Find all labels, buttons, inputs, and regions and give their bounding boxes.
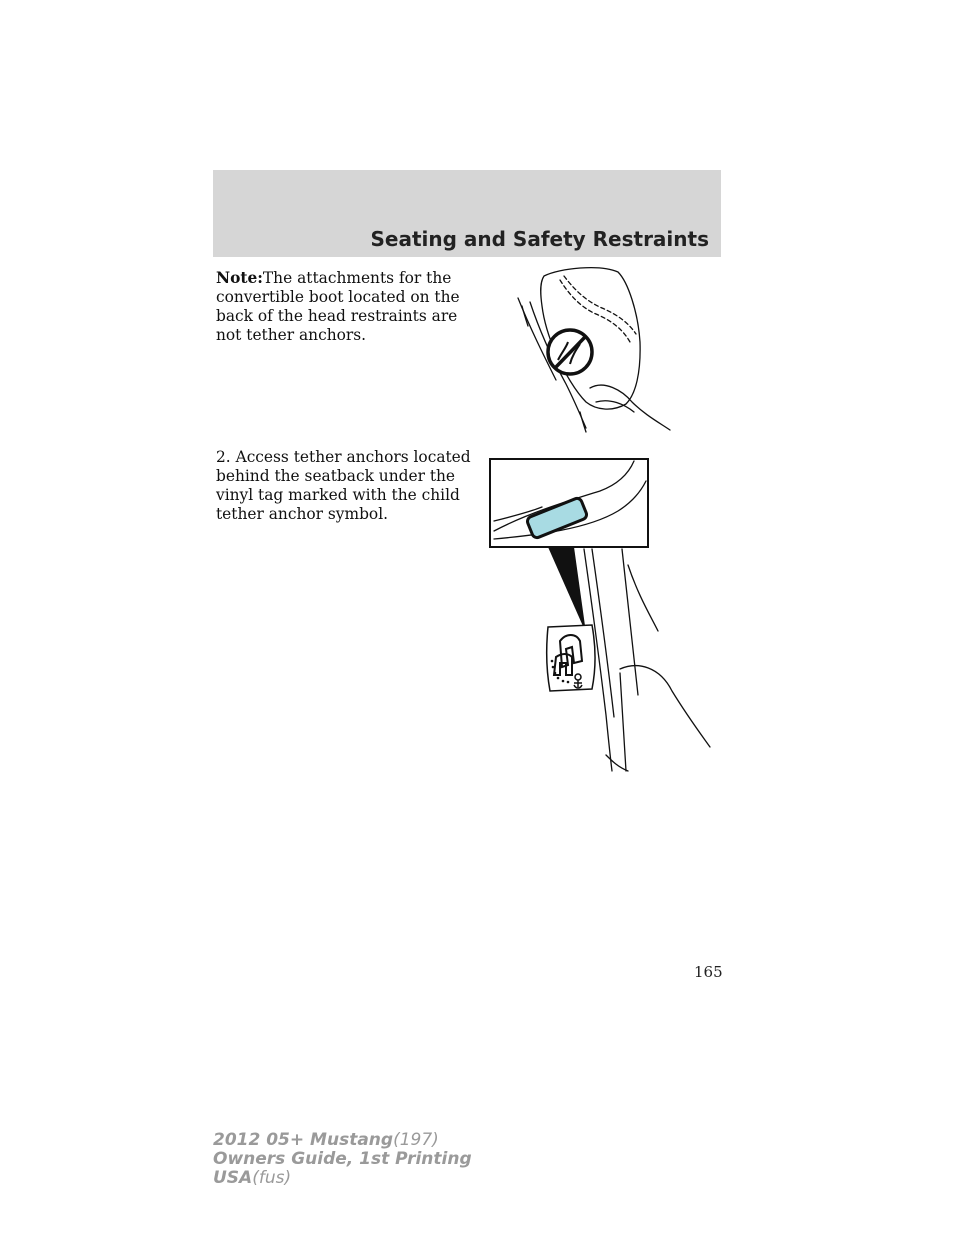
note-label: Note: [216,269,263,287]
footer [213,1131,472,1188]
note-paragraph [216,269,486,345]
head-restraint-illustration [500,262,700,440]
page-number: 165 [694,963,723,981]
footer-line-3 [213,1169,472,1188]
note-text: The attachments for the convertible boot located on the back of the head restraints are not tether anchors. [216,269,460,344]
footer-guide-title: Owners Guide, 1st Printing [213,1149,472,1169]
footer-model: 2012 05+ Mustang [213,1130,394,1150]
section-title: Seating and Safety Restraints [370,227,709,251]
step-paragraph: 2. Access tether anchors located behind the seatback under the vinyl tag marked with the child tether anchor symbol. [216,448,471,523]
prohibited-symbol-icon [548,330,592,374]
footer-model-code: (197) [393,1130,439,1150]
seatback-tether-illustration [488,455,718,775]
section-header-band [213,170,721,257]
footer-market-code: (fus) [252,1168,292,1188]
child-tether-anchor-icon [547,625,595,691]
footer-market: USA [213,1168,253,1188]
footer-line-1 [213,1131,472,1150]
